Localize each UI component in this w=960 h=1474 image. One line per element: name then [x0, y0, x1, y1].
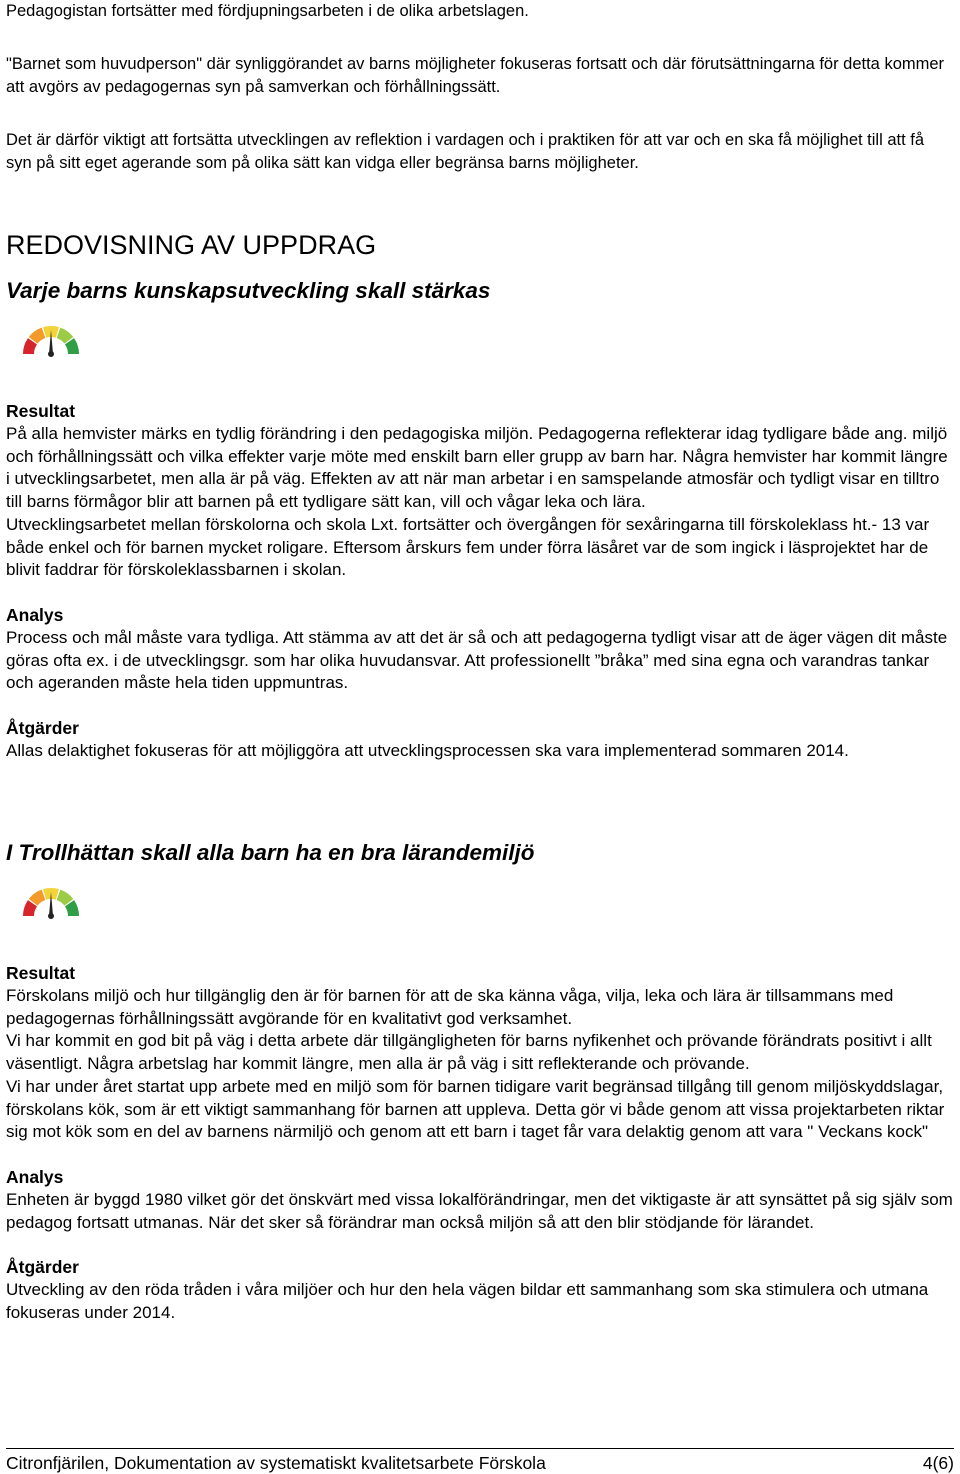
goal-2-resultat-p1: Förskolans miljö och hur tillgänglig den är för barnen för att de ska känna våga, vilja, leka och lära är tillsammans med pedagogernas förhållningssätt avgörande för en kvalitativt god verksamhet.: [6, 986, 894, 1028]
goal-1-resultat-label: Resultat: [6, 401, 76, 421]
goal-2-title: I Trollhättan skall alla barn ha en bra lärandemiljö: [6, 840, 535, 865]
goal-1-title: Varje barns kunskapsutveckling skall stärkas: [6, 278, 491, 303]
gauge-hub: [48, 913, 54, 919]
goal-1-atgarder-label: Åtgärder: [6, 718, 79, 739]
goal-1-analys-label: Analys: [6, 604, 64, 625]
footer-page-number: 4(6): [922, 1453, 954, 1473]
goal-2-analys-p1: Enheten är byggd 1980 vilket gör det önskvärt med vissa lokalförändringar, men det viktigaste är att synsättet på sig själv som pedagog fortsatt utmanas. När det sker så förändrar man också miljön så att den blir stödjande för lärandet.: [6, 1189, 953, 1232]
intro-paragraph-2: "Barnet som huvudperson" där synliggörandet av barns möjligheter fokuseras fortsatt och där förutsättningarna för detta kommer att avgörs av pedagogernas syn på samverkan och förhållningssätt.: [6, 55, 945, 96]
gauge-icon-2: [20, 886, 82, 920]
goal-2-atgarder-label: Åtgärder: [6, 1257, 79, 1278]
footer-divider: [6, 1448, 954, 1449]
gauge-icon-1: [20, 324, 82, 358]
goal-1-resultat-p1: På alla hemvister märks en tydlig förändring i den pedagogiska miljön. Pedagogerna reflekterar idag tydligare både ang. miljö och förhållningssätt och vilka effekter varje möte med enskilt barn eller grupp av barn har. Några hemvister har kommit längre i utvecklingsarbetet, men alla är på väg. Effekten av att när man arbetar i en samspelande atmosfär och tydligt visar en tilltro till barns förmågor blir att barnen på ett tydligare sätt kan, vill och vågar leka och lära.: [6, 424, 948, 512]
page-footer: [6, 1452, 954, 1474]
goal-2-resultat-p2: Vi har kommit en god bit på väg i detta arbete där tillgängligheten för barns nyfikenhet och prövande förändrats positivt i allt väsentligt. Några arbetslag har kommit längre, men alla är på väg i sitt reflekterande och prövande.: [6, 1031, 932, 1074]
main-heading: REDOVISNING AV UPPDRAG: [6, 230, 377, 260]
goal-1-atgarder-p1: Allas delaktighet fokuseras för att möjliggöra att utvecklingsprocessen ska vara implementerad sommaren 2014.: [6, 741, 849, 761]
intro-text: [6, 0, 954, 175]
goal-2-resultat-label: Resultat: [6, 963, 76, 983]
goal-2-content: [6, 962, 954, 1325]
goal-1-analys-p1: Process och mål måste vara tydliga. Att stämma av att det är så och att pedagogerna tydligt visar att de äger vägen dit måste göras ofta ex. i de utvecklingsgr. som har olika huvudansvar. Att professionellt ”bråka” med sina egna och varandras tankar och ageranden måste hela tiden uppmuntras.: [6, 627, 948, 693]
goal-2-atgarder-p1: Utveckling av den röda tråden i våra miljöer och hur den hela vägen bildar ett sammanhang som ska stimulera och utmana fokuseras under 2014.: [6, 1280, 929, 1323]
goal-1-resultat-p2: Utvecklingsarbetet mellan förskolorna och skola Lxt. fortsätter och övergången för sexåringarna till förskoleklass ht.- 13 var både enkel och för barnen mycket roligare. Eftersom årskurs fem under förra läsåret var de som ingick i läsprojektet har de blivit faddrar för förskoleklassbarnen i skolan.: [6, 514, 930, 580]
footer-document-title: Citronfjärilen, Dokumentation av systematiskt kvalitetsarbete Förskola: [6, 1453, 546, 1473]
goal-2-analys-label: Analys: [6, 1166, 64, 1187]
gauge-hub: [48, 351, 54, 357]
goal-2-resultat-p3: Vi har under året startat upp arbete med en miljö som för barnen tidigare varit begränsad tillgång till genom miljöskyddslagar, förskolans kök, som är ett viktigt sammanhang för barnen att uppleva. Detta gör vi både genom att vissa projektarbeten riktar sig mot kök som en del av barnens närmiljö och genom att ett barn i taget får vara delaktig genom att vara " Veckans kock": [6, 1076, 945, 1142]
intro-paragraph-3: Det är därför viktigt att fortsätta utvecklingen av reflektion i vardagen och i praktiken för att var och en ska få möjlighet till att få syn på sitt eget agerande som på olika sätt kan vidga eller begränsa barns möjligheter.: [6, 131, 925, 172]
intro-paragraph-1: Pedagogistan fortsätter med fördjupningsarbeten i de olika arbetslagen.: [6, 2, 529, 20]
goal-1-content: [6, 400, 954, 763]
